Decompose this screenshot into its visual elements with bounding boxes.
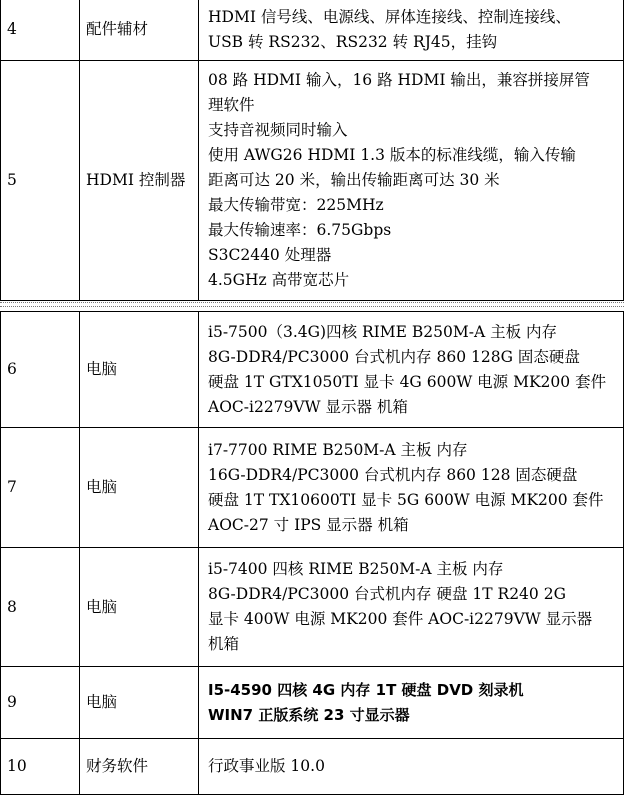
- spec-line: 行政事业版 10.0: [208, 757, 325, 775]
- item-name: 电脑: [80, 548, 199, 667]
- spec-line: 支持音视频同时输入: [208, 121, 348, 139]
- spec-line: USB 转 RS232、RS232 转 RJ45，挂钩: [208, 32, 498, 51]
- item-spec: [199, 61, 624, 301]
- spec-line: I5-4590 四核 4G 内存 1T 硬盘 DVD 刻录机: [208, 680, 524, 699]
- spec-line: 8G-DDR4/PC3000 台式机内存 硬盘 1T R240 2G: [208, 585, 566, 603]
- spec-line: 08 路 HDMI 输入，16 路 HDMI 输出，兼容拼接屏管: [208, 71, 590, 89]
- spec-line: 使用 AWG26 HDMI 1.3 版本的标准线缆，输入传输: [208, 146, 576, 164]
- spec-line: i5-7500（3.4G)四核 RIME B250M-A 主板 内存: [208, 322, 558, 341]
- table-row: [1, 548, 624, 667]
- item-spec: [199, 739, 624, 795]
- table-row: [1, 428, 624, 548]
- item-name: 电脑: [80, 428, 199, 548]
- item-name: 电脑: [80, 312, 199, 428]
- spec-line: 最大传输速率：6.75Gbps: [208, 221, 392, 239]
- spec-table-bottom: [0, 311, 624, 795]
- spec-line: 距离可达 20 米，输出传输距离可达 30 米: [208, 171, 500, 189]
- spec-line: i5-7400 四核 RIME B250M-A 主板 内存: [208, 560, 504, 578]
- item-number: 4: [1, 0, 80, 61]
- spec-line: 最大传输带宽：225MHz: [208, 196, 384, 214]
- table-row: [1, 0, 624, 61]
- page-break-separator: [0, 299, 624, 311]
- spec-line: 8G-DDR4/PC3000 台式机内存 860 128G 固态硬盘: [208, 347, 580, 366]
- item-spec: [199, 312, 624, 428]
- spec-line: 显卡 400W 电源 MK200 套件 AOC-i2279VW 显示器: [208, 610, 593, 628]
- table-row: [1, 61, 624, 301]
- item-spec: [199, 548, 624, 667]
- table-row: [1, 312, 624, 428]
- spec-line: 理软件: [208, 96, 255, 114]
- spec-line: S3C2440 处理器: [208, 246, 332, 264]
- item-spec: [199, 428, 624, 548]
- item-name: 配件辅材: [80, 0, 199, 61]
- item-name: 财务软件: [80, 739, 199, 795]
- item-number: 8: [1, 548, 80, 667]
- spec-line: i7-7700 RIME B250M-A 主板 内存: [208, 440, 468, 459]
- table-row: [1, 667, 624, 739]
- item-number: 9: [1, 667, 80, 739]
- item-number: 7: [1, 428, 80, 548]
- item-name: HDMI 控制器: [80, 61, 199, 301]
- spec-line: 16G-DDR4/PC3000 台式机内存 860 128 固态硬盘: [208, 465, 578, 484]
- spec-line: 机箱: [208, 635, 240, 653]
- spec-line: HDMI 信号线、电源线、屏体连接线、控制连接线、: [208, 7, 571, 26]
- spec-line: 硬盘 1T GTX1050TI 显卡 4G 600W 电源 MK200 套件: [208, 372, 607, 391]
- item-spec: [199, 0, 624, 61]
- table-row: [1, 739, 624, 795]
- item-spec: [199, 667, 624, 739]
- spec-line: AOC-i2279VW 显示器 机箱: [208, 397, 408, 416]
- item-name: 电脑: [80, 667, 199, 739]
- spec-table-top: [0, 0, 624, 301]
- item-number: 10: [1, 739, 80, 795]
- item-number: 6: [1, 312, 80, 428]
- spec-line: AOC-27 寸 IPS 显示器 机箱: [208, 515, 409, 534]
- spec-line: 4.5GHz 高带宽芯片: [208, 271, 350, 289]
- spec-line: WIN7 正版系统 23 寸显示器: [208, 705, 410, 724]
- item-number: 5: [1, 61, 80, 301]
- spec-line: 硬盘 1T TX10600TI 显卡 5G 600W 电源 MK200 套件: [208, 490, 604, 509]
